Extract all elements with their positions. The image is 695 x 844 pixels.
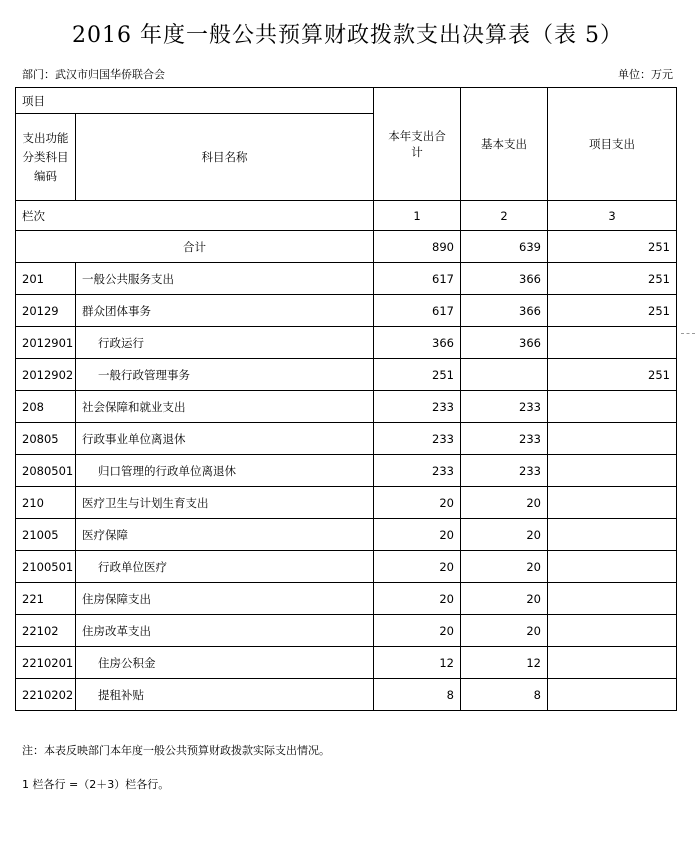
project-expenditure: 251: [548, 359, 677, 391]
subject-code: 20129: [16, 295, 76, 327]
subject-code: 2012902: [16, 359, 76, 391]
subject-name: 医疗卫生与计划生育支出: [76, 487, 374, 519]
total-expenditure: 20: [374, 551, 461, 583]
basic-expenditure: 366: [461, 327, 548, 359]
total-c3: 251: [548, 231, 677, 263]
project-expenditure: [548, 519, 677, 551]
table-row: [16, 327, 677, 359]
subject-name: 住房保障支出: [76, 583, 374, 615]
total-expenditure: 233: [374, 455, 461, 487]
total-expenditure: 251: [374, 359, 461, 391]
total-label: 合计: [16, 231, 374, 263]
table-row: [16, 583, 677, 615]
table-row: [16, 679, 677, 711]
basic-expenditure: [461, 359, 548, 391]
header-name: 科目名称: [76, 114, 374, 201]
basic-expenditure: 233: [461, 391, 548, 423]
basic-expenditure: 20: [461, 519, 548, 551]
basic-expenditure: 233: [461, 423, 548, 455]
total-expenditure: 233: [374, 423, 461, 455]
total-expenditure: 20: [374, 487, 461, 519]
subject-code: 208: [16, 391, 76, 423]
total-expenditure: 20: [374, 519, 461, 551]
basic-expenditure: 20: [461, 615, 548, 647]
basic-expenditure: 8: [461, 679, 548, 711]
column-number-row: [16, 201, 677, 231]
header-row-item: [16, 88, 677, 114]
unit-label: 单位：万元: [618, 68, 673, 81]
subject-name: 住房公积金: [76, 647, 374, 679]
project-expenditure: [548, 455, 677, 487]
header-code: 支出功能分类科目编码: [16, 114, 76, 201]
basic-expenditure: 233: [461, 455, 548, 487]
table-row: [16, 551, 677, 583]
subject-code: 2210201: [16, 647, 76, 679]
basic-expenditure: 12: [461, 647, 548, 679]
subject-code: 2012901: [16, 327, 76, 359]
project-expenditure: [548, 423, 677, 455]
subject-code: 21005: [16, 519, 76, 551]
col-number-1: 1: [374, 201, 461, 231]
subject-name: 归口管理的行政单位离退休: [76, 455, 374, 487]
project-expenditure: [548, 679, 677, 711]
table-row: [16, 647, 677, 679]
expenditure-table: [15, 87, 677, 711]
subject-code: 2210202: [16, 679, 76, 711]
total-expenditure: 12: [374, 647, 461, 679]
subject-name: 住房改革支出: [76, 615, 374, 647]
header-col2: 基本支出: [461, 88, 548, 201]
project-expenditure: 251: [548, 263, 677, 295]
project-expenditure: [548, 487, 677, 519]
table-row: [16, 615, 677, 647]
header-col1: 本年支出合计: [374, 88, 461, 201]
total-expenditure: 20: [374, 615, 461, 647]
page-title: 2016 年度一般公共预算财政拨款支出决算表（表 5）: [72, 23, 623, 48]
header-col3: 项目支出: [548, 88, 677, 201]
total-row: [16, 231, 677, 263]
project-expenditure: [548, 327, 677, 359]
subject-code: 22102: [16, 615, 76, 647]
col-number-3: 3: [548, 201, 677, 231]
basic-expenditure: 366: [461, 263, 548, 295]
project-expenditure: [548, 615, 677, 647]
subject-code: 221: [16, 583, 76, 615]
basic-expenditure: 366: [461, 295, 548, 327]
subject-name: 行政单位医疗: [76, 551, 374, 583]
subject-code: 20805: [16, 423, 76, 455]
subject-code: 201: [16, 263, 76, 295]
subject-name: 提租补贴: [76, 679, 374, 711]
table-row: [16, 455, 677, 487]
subject-name: 一般公共服务支出: [76, 263, 374, 295]
project-expenditure: 251: [548, 295, 677, 327]
department-label: 部门：武汉市归国华侨联合会: [22, 68, 165, 81]
total-expenditure: 8: [374, 679, 461, 711]
project-expenditure: [548, 551, 677, 583]
basic-expenditure: 20: [461, 551, 548, 583]
table-row: [16, 263, 677, 295]
table-row: [16, 295, 677, 327]
total-expenditure: 617: [374, 295, 461, 327]
total-c2: 639: [461, 231, 548, 263]
project-expenditure: [548, 647, 677, 679]
subject-name: 行政事业单位离退休: [76, 423, 374, 455]
project-expenditure: [548, 583, 677, 615]
basic-expenditure: 20: [461, 583, 548, 615]
subject-name: 医疗保障: [76, 519, 374, 551]
table-row: [16, 487, 677, 519]
margin-dash-mark: [681, 333, 695, 334]
total-c1: 890: [374, 231, 461, 263]
subject-code: 2080501: [16, 455, 76, 487]
table-row: [16, 519, 677, 551]
table-row: [16, 423, 677, 455]
basic-expenditure: 20: [461, 487, 548, 519]
subject-code: 210: [16, 487, 76, 519]
subject-name: 行政运行: [76, 327, 374, 359]
subject-code: 2100501: [16, 551, 76, 583]
subject-name: 社会保障和就业支出: [76, 391, 374, 423]
total-expenditure: 366: [374, 327, 461, 359]
table-row: [16, 391, 677, 423]
col-number-2: 2: [461, 201, 548, 231]
subject-name: 群众团体事务: [76, 295, 374, 327]
subject-name: 一般行政管理事务: [76, 359, 374, 391]
project-expenditure: [548, 391, 677, 423]
header-item: 项目: [16, 88, 374, 114]
total-expenditure: 617: [374, 263, 461, 295]
lanci-label: 栏次: [16, 201, 374, 231]
footnote-2: 1 栏各行 =（2＋3）栏各行。: [22, 778, 170, 791]
total-expenditure: 233: [374, 391, 461, 423]
footnote-1: 注：本表反映部门本年度一般公共预算财政拨款实际支出情况。: [22, 744, 330, 757]
total-expenditure: 20: [374, 583, 461, 615]
table-row: [16, 359, 677, 391]
